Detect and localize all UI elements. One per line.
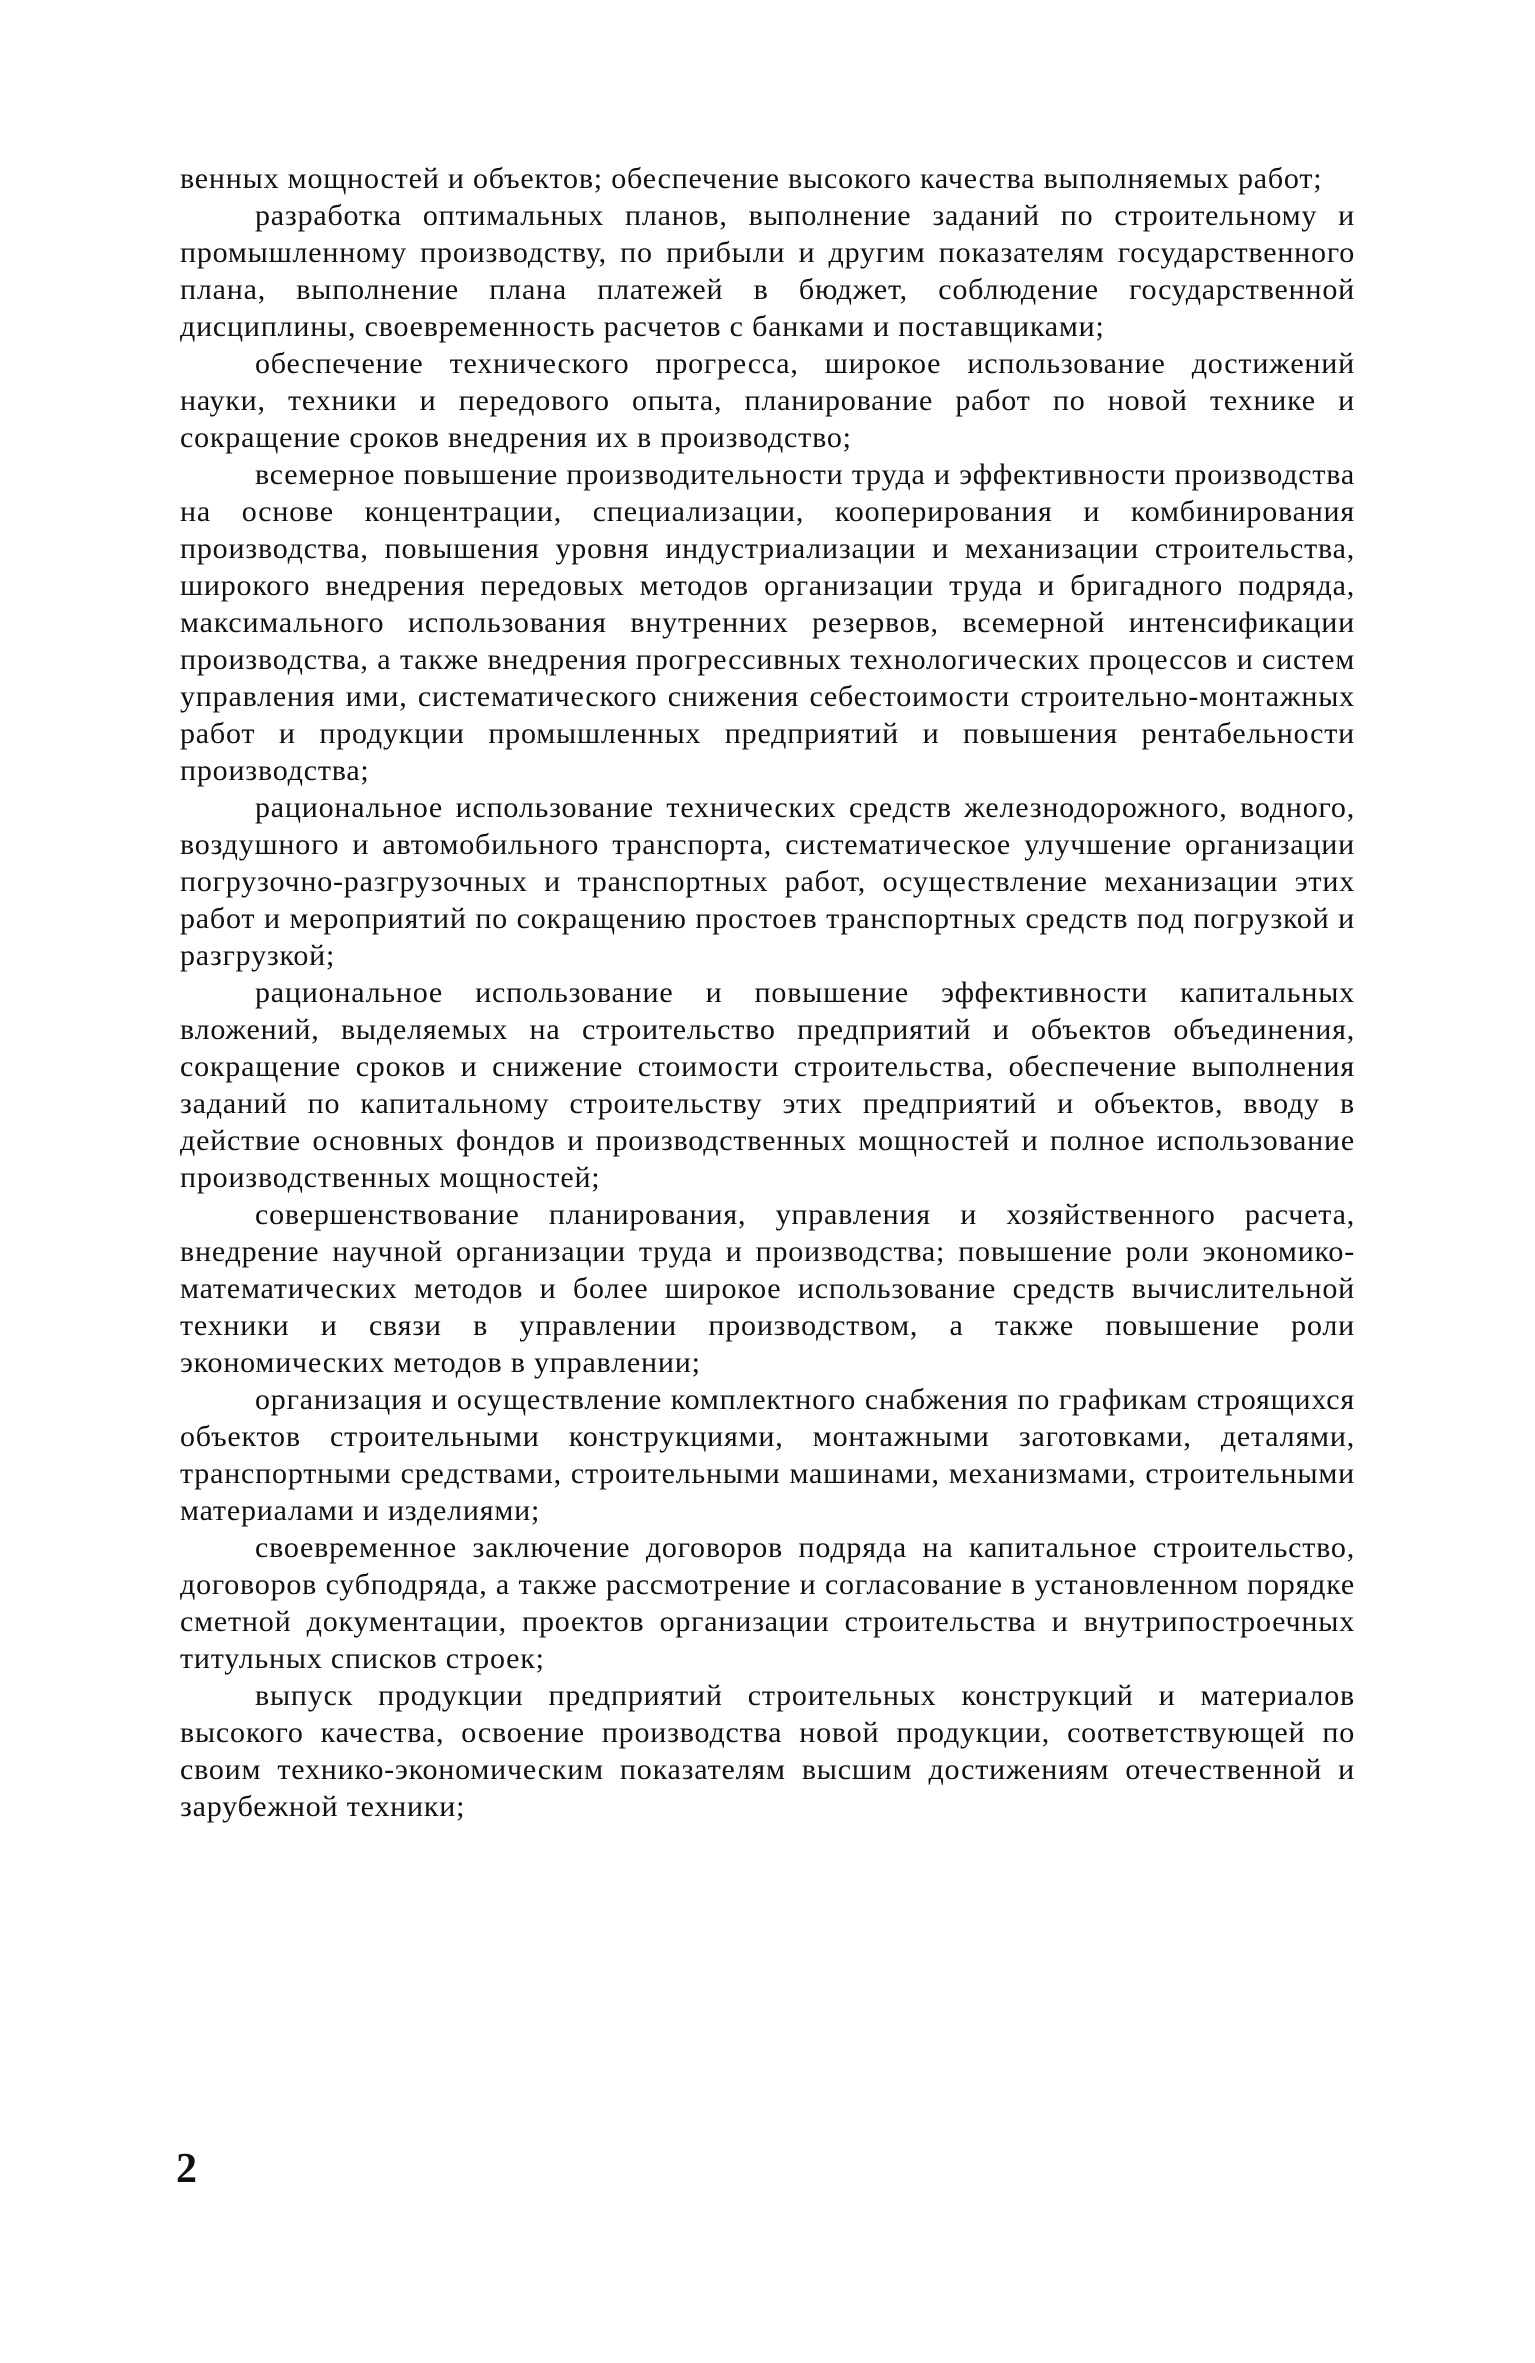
paragraph-tech-progress: обеспечение технического прогресса, широкое использование достижений науки, техники и передового опыта, планирование работ по новой технике и сокращение сроков внедрения их в производство;: [180, 347, 1355, 454]
paragraph-plans: разработка оптимальных планов, выполнение заданий по строительному и промышленному производству, по прибыли и другим показателям государственного плана, выполнение плана платежей в бюджет, соблюдение государственной дисциплины, своевременность расчетов с банками и поставщиками;: [180, 199, 1355, 343]
paragraph-transport: рациональное использование технических средств железнодорожного, водного, воздушного и автомобильного транспорта, систематическое улучшение организации погрузочно-разгрузочных и транспортных работ, осуществление механизации этих работ и мероприятий по сокращению простоев транспортных средств под погрузкой и разгрузкой;: [180, 791, 1355, 972]
paragraph-productivity: всемерное повышение производительности труда и эффективности производства на основе концентрации, специализации, кооперирования и комбинирования производства, повышения уровня индустриализации и механизации строительства, широкого внедрения передовых методов организации труда и бригадного подряда, максимального использования внутренних резервов, всемерной интенсификации производства, а также внедрения прогрессивных технологических процессов и систем управления ими, систематического снижения себестоимости строительно-монтажных работ и продукции промышленных предприятий и повышения рентабельности производства;: [180, 458, 1355, 787]
paragraph-continuation: венных мощностей и объектов; обеспечение высокого качества выполняемых работ;: [180, 162, 1323, 195]
paragraph-product-quality: выпуск продукции предприятий строительных конструкций и материалов высокого качества, освоение производства новой продукции, соответствующей по своим технико-экономическим показателям высшим достижениям отечественной и зарубежной техники;: [180, 1679, 1355, 1823]
page-number: 2: [176, 2146, 197, 2192]
paragraph-contracts: своевременное заключение договоров подряда на капитальное строительство, договоров субподряда, а также рассмотрение и согласование в установленном порядке сметной документации, проектов организации строительства и внутрипостроечных титульных списков строек;: [180, 1531, 1355, 1675]
paragraph-capital-investment: рациональное использование и повышение эффективности капитальных вложений, выделяемых на строительство предприятий и объектов объединения, сокращение сроков и снижение стоимости строительства, обеспечение выполнения заданий по капитальному строительству этих предприятий и объектов, вводу в действие основных фондов и производственных мощностей и полное использование производственных мощностей;: [180, 976, 1355, 1194]
paragraph-planning: совершенствование планирования, управления и хозяйственного расчета, внедрение научной организации труда и производства; повышение роли экономико-математических методов и более широкое использование средств вычислительной техники и связи в управлении производством, а также повышение роли экономических методов в управлении;: [180, 1198, 1355, 1379]
paragraph-supply: организация и осуществление комплектного снабжения по графикам строящихся объектов строительными конструкциями, монтажными заготовками, деталями, транспортными средствами, строительными машинами, механизмами, строительными материалами и изделиями;: [180, 1383, 1355, 1527]
page-body: [180, 160, 1355, 1825]
